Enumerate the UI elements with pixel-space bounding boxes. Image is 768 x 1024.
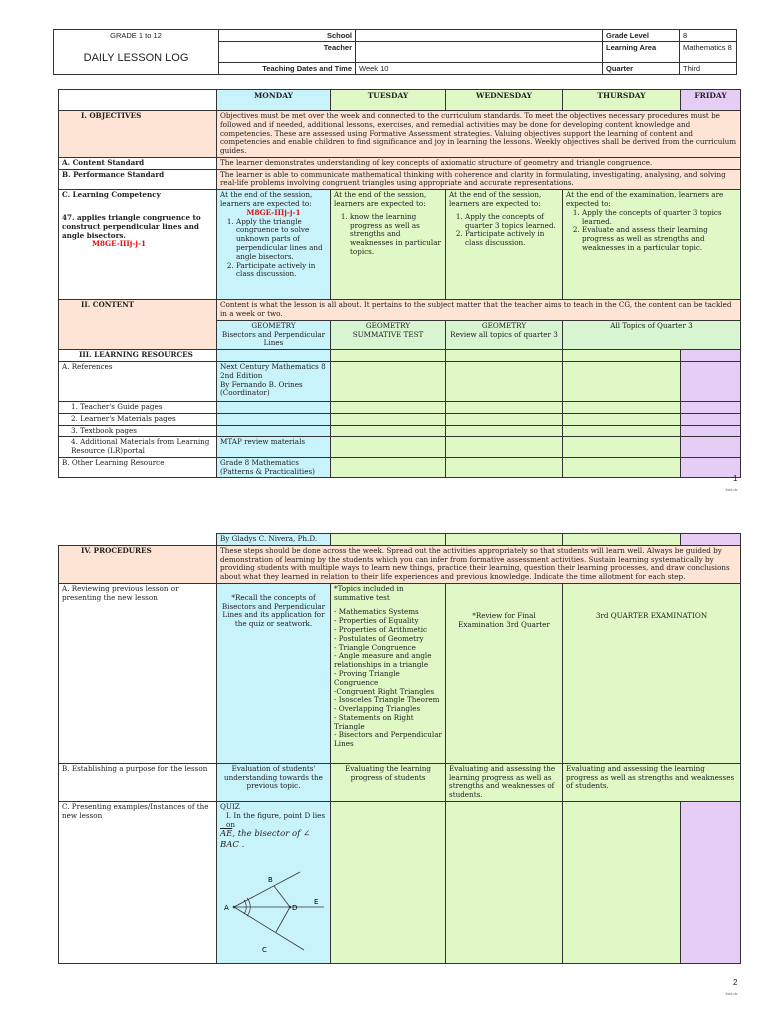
ray-ae: $\overline{AE}$ bbox=[220, 829, 233, 840]
content-standard-text: The learner demonstrates understanding of key concepts of axiomatic structure of geometry and triangle congruence. bbox=[217, 157, 741, 169]
other-resources-monday: Grade 8 Mathematics (Patterns & Practicalities) bbox=[217, 457, 331, 478]
purpose-label: B. Establishing a purpose for the lesson bbox=[59, 763, 217, 801]
review-label: A. Reviewing previous lesson or presenting the new lesson bbox=[59, 583, 217, 763]
content-label: II. CONTENT bbox=[59, 300, 217, 350]
references-label: A. References bbox=[59, 361, 217, 401]
quarter-label: Quarter bbox=[603, 63, 680, 75]
grade-level-value: 8 bbox=[680, 30, 737, 42]
dates-label: Teaching Dates and Time bbox=[219, 63, 356, 75]
day-header-tuesday: TUESDAY bbox=[331, 90, 446, 111]
learning-area-label: Learning Area bbox=[603, 42, 680, 63]
additional-materials-label: 4. Additional Materials from Learning Resource (LR)portal bbox=[59, 437, 217, 458]
day-header-monday: MONDAY bbox=[217, 90, 331, 111]
day-header-thursday: THURSDAY bbox=[563, 90, 681, 111]
performance-standard-label: B. Performance Standard bbox=[59, 169, 217, 190]
content-thursday: All Topics of Quarter 3 bbox=[563, 320, 741, 349]
competency-code: M8GE-IIIj-j-1 bbox=[92, 239, 146, 249]
learners-materials-label: 2. Learner's Materials pages bbox=[59, 413, 217, 425]
competency-tuesday: At the end of the session, learners are expected to: 1. know the learning progress as well as strengths and weaknesses in particular topics. bbox=[331, 190, 446, 300]
review-thursday: 3rd QUARTER EXAMINATION bbox=[563, 583, 741, 763]
competency-label: C. Learning Competency bbox=[62, 190, 161, 200]
procedures-label: IV. PROCEDURES bbox=[59, 545, 217, 583]
content-standard-label: A. Content Standard bbox=[59, 157, 217, 169]
footer-mark-2: Jobi.dv bbox=[725, 991, 738, 996]
review-tuesday: *Topics included in summative test - Mathematics Systems - Properties of Equality - Properties of Arithmetic - Postulates of Geometry - Triangle Congruence - Angle measure and angle relationships in a triangle - Proving Triangle Congruence -Congruent Right Triangles - Isosceles Triangle Theorem - Overlapping Triangles - Statements on Right Triangle - Bisectors and Perpendicular Lines bbox=[331, 583, 446, 763]
quarter-value: Third bbox=[680, 63, 737, 75]
school-value[interactable] bbox=[356, 30, 603, 42]
dates-value: Week 10 bbox=[356, 63, 603, 75]
objectives-label: I. OBJECTIVES bbox=[59, 111, 217, 158]
quiz-title: QUIZ bbox=[220, 802, 240, 812]
competency-monday: At the end of the session, learners are expected to: M8GE-IIIj-j-1 1. Apply the triangle congruence to solve unknown parts of perpendicular lines and angle bisectors. 2. Participate actively in class discussion. bbox=[217, 190, 331, 300]
content-wednesday: GEOMETRY Review all topics of quarter 3 bbox=[446, 320, 563, 349]
day-header-wednesday: WEDNESDAY bbox=[446, 90, 563, 111]
content-monday: GEOMETRY Bisectors and Perpendicular Lines bbox=[217, 320, 331, 349]
day-header-friday: FRIDAY bbox=[681, 90, 741, 111]
label-d: D bbox=[292, 904, 298, 913]
quiz-item: I. In the figure, point D lies on bbox=[226, 810, 326, 829]
references-monday: Next Century Mathematics 8 2nd Edition By Fernando B. Orines (Coordinator) bbox=[217, 361, 331, 401]
competency-item: 47. applies triangle congruence to construct perpendicular lines and angle bisectors. bbox=[62, 213, 201, 240]
grade-level-label: Grade Level bbox=[603, 30, 680, 42]
learning-area-value: Mathematics 8 bbox=[680, 42, 737, 63]
competency-wednesday: At the end of the session, learners are expected to: 1. Apply the concepts of quarter 3 topics learned. 2. Participate actively in class discussion. bbox=[446, 190, 563, 300]
procedures-text: These steps should be done across the week. Spread out the activities appropriately so that students will learn well. Always be guided by demonstration of learning by the students which you can infer from formative assessment activities. Sustain learning systematically by providing students with multiple ways to learn new things, practice their learning, question their learning processes, and draw conclusions about what they learned in relation to their life experiences and previous knowledge. Indicate the time allotment for each step. bbox=[217, 545, 741, 583]
review-wednesday: *Review for Final Examination 3rd Quarter bbox=[446, 583, 563, 763]
review-monday: *Recall the concepts of Bisectors and Perpendicular Lines and its application for the quiz or seatwork. bbox=[217, 583, 331, 763]
purpose-tuesday: Evaluating the learning progress of students bbox=[331, 763, 446, 801]
label-a: A bbox=[224, 904, 229, 913]
resources-label: III. LEARNING RESOURCES bbox=[59, 350, 217, 362]
lesson-table-page2 bbox=[58, 533, 741, 964]
page-number-2: 2 bbox=[733, 978, 738, 987]
grade-range: GRADE 1 to 12 bbox=[54, 30, 219, 42]
content-text: Content is what the lesson is all about. It pertains to the subject matter that the teacher aims to teach in the CG, the content can be tackled in a week or two. bbox=[217, 300, 741, 321]
competency-thursday: At the end of the examination, learners are expected to: 1. Apply the concepts of quarter 3 topics learned. 2. Evaluate and assess their learning progress as well as strengths and weaknesses in a particular topic. bbox=[563, 190, 741, 300]
content-tuesday: GEOMETRY SUMMATIVE TEST bbox=[331, 320, 446, 349]
purpose-wednesday: Evaluating and assessing the learning progress as well as strengths and weaknesses of students. bbox=[446, 763, 563, 801]
teachers-guide-label: 1. Teacher's Guide pages bbox=[59, 401, 217, 413]
page-number-1: 1 bbox=[733, 474, 738, 483]
doc-title: DAILY LESSON LOG bbox=[54, 42, 219, 75]
teacher-label: Teacher bbox=[219, 42, 356, 63]
header-table bbox=[53, 29, 737, 75]
additional-materials-monday: MTAP review materials bbox=[217, 437, 331, 458]
label-b: B bbox=[268, 876, 273, 885]
performance-standard-text: The learner is able to communicate mathematical thinking with coherence and clarity in formulating, investigating, analysing, and solving real-life problems involving congruent triangles using appropriate and accurate representations. bbox=[217, 169, 741, 190]
other-resources-label: B. Other Learning Resource bbox=[59, 457, 217, 478]
textbook-label: 3. Textbook pages bbox=[59, 425, 217, 437]
footer-mark-1: Jobi.dv bbox=[725, 487, 738, 492]
purpose-thursday: Evaluating and assessing the learning progress as well as strengths and weaknesses of students. bbox=[563, 763, 741, 801]
competency-cell bbox=[59, 190, 217, 300]
label-e: E bbox=[314, 898, 319, 907]
purpose-monday: Evaluation of students' understanding towards the previous topic. bbox=[217, 763, 331, 801]
angle-bisector-figure bbox=[220, 852, 326, 962]
author-credit: By Gladys C. Nivera, Ph.D. bbox=[217, 534, 331, 546]
quiz-tail: , the bisector of ∠ BAC . bbox=[220, 829, 311, 850]
label-c: C bbox=[262, 946, 267, 955]
presenting-monday bbox=[217, 802, 331, 964]
presenting-label: C. Presenting examples/Instances of the new lesson bbox=[59, 802, 217, 964]
lesson-table-page1 bbox=[58, 89, 741, 478]
teacher-value[interactable] bbox=[356, 42, 603, 63]
objectives-text: Objectives must be met over the week and connected to the curriculum standards. To meet the objectives necessary procedures must be followed and if needed, additional lessons, exercises, and remedial activities may be done for developing content knowledge and competencies. These are assessed using Formative Assessment strategies. Valuing objectives support the learning of content and competencies and enable children to find significance and joy in learning the lessons. Weekly objectives shall be derived from the curriculum guides. bbox=[217, 111, 741, 158]
school-label: School bbox=[219, 30, 356, 42]
